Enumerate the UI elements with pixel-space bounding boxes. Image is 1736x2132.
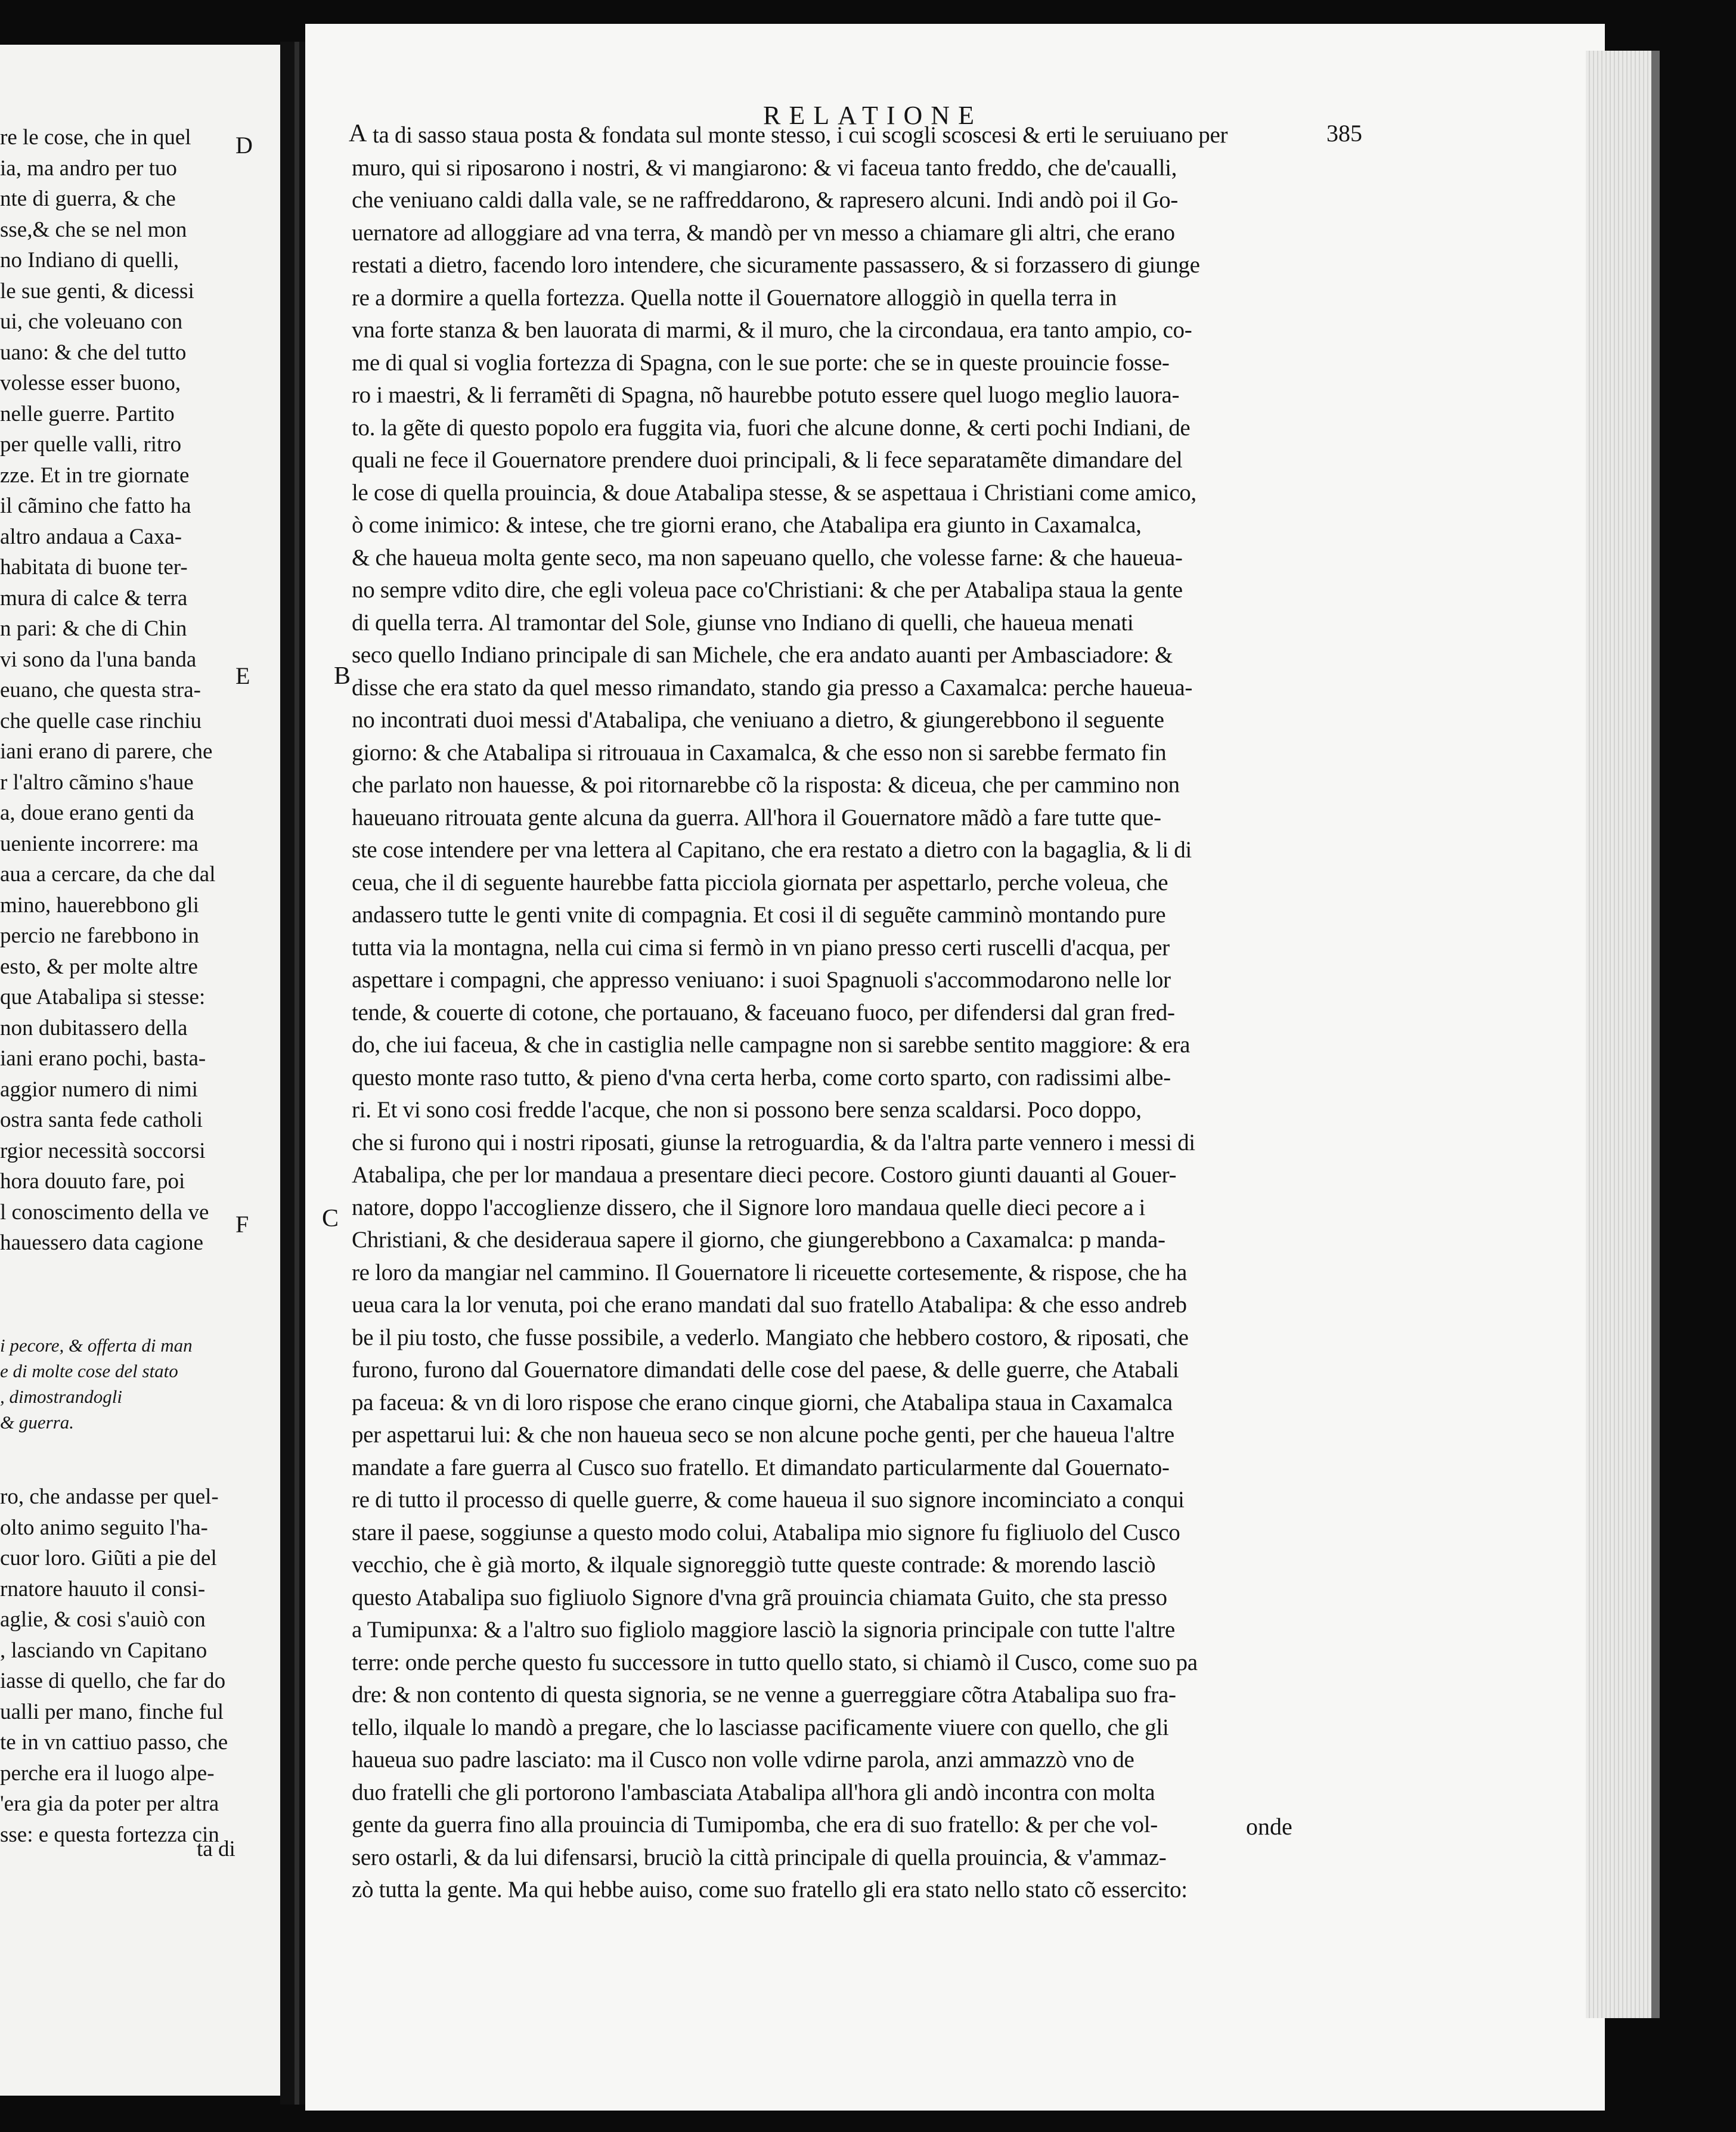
left-text-line: ualli per mano, finche ful xyxy=(0,1699,224,1724)
text-line: no incontrati duoi messi d'Atabalipa, che veniuano a dietro, & giungerebbono il seguente xyxy=(352,707,1164,733)
body-text xyxy=(352,119,1374,1907)
text-line: no sempre vdito dire, che egli voleua pace co'Christiani: & che per Atabalipa staua la gente xyxy=(352,577,1183,603)
text-line: ueua cara la lor venuta, poi che erano mandati dal suo fratello Atabalipa: & che esso andreb xyxy=(352,1292,1187,1318)
text-line: tello, ilquale lo mandò a pregare, che lo lasciasse pacificamente viuere con quello, che gli xyxy=(352,1714,1169,1740)
left-text-line: le sue genti, & dicessi xyxy=(0,278,194,303)
text-line: quali ne fece il Gouernatore prendere duoi principali, & li fece separatamẽte dimandare del xyxy=(352,447,1183,473)
left-text-line: te in vn cattiuo passo, che xyxy=(0,1730,228,1755)
left-text-line: re le cose, che in quel xyxy=(0,125,191,150)
text-line: pa faceua: & vn di loro rispose che erano cinque giorni, che Atabalipa staua in Caxamalca xyxy=(352,1389,1173,1415)
left-text-line: non dubitassero della xyxy=(0,1015,188,1040)
text-line: ste cose intendere per vna lettera al Capitano, che era restato a dietro con la bagaglia, & li di xyxy=(352,837,1192,863)
text-line: duo fratelli che gli portorono l'ambasciata Atabalipa all'hora gli andò incontra con molta xyxy=(352,1779,1155,1805)
left-note-line: e di molte cose del stato xyxy=(0,1361,178,1381)
text-line: do, che iui faceua, & che in castiglia nelle campagne non si sarebbe sentito maggiore: & era xyxy=(352,1032,1191,1058)
left-text-line: olto animo seguito l'ha- xyxy=(0,1515,208,1540)
text-line: restati a dietro, facendo loro intendere, che sicuramente passassero, & si forzassero di giunge xyxy=(352,252,1200,278)
left-text-line: vi sono da l'una banda xyxy=(0,647,197,672)
text-line: stare il paese, soggiunse a questo modo colui, Atabalipa mio signore fu figliuolo del Cusco xyxy=(352,1519,1180,1545)
left-page xyxy=(0,45,280,2096)
book-binding xyxy=(280,42,305,2105)
left-text-line: l conoscimento della ve xyxy=(0,1200,209,1225)
left-text-line: a, doue erano genti da xyxy=(0,801,194,825)
text-line: be il piu tosto, che fusse possibile, a vederlo. Mangiato che hebbero costoro, & riposati, che xyxy=(352,1324,1189,1350)
text-line: tutta via la montagna, nella cui cima si fermò in vn piano presso certi ruscelli d'acqua, per xyxy=(352,934,1170,960)
left-text-line: iasse di quello, che far do xyxy=(0,1669,226,1693)
text-line: terre: onde perche questo fu successore in tutto quello stato, si chiamò il Cusco, come suo pa xyxy=(352,1649,1198,1675)
text-line: questo monte raso tutto, & pieno d'vna certa herba, come corto sparto, con radissimi albe- xyxy=(352,1064,1171,1090)
text-line: andassero tutte le genti vnite di compagnia. Et cosi il di seguẽte camminò montando pure xyxy=(352,902,1166,928)
text-line: re a dormire a quella fortezza. Quella notte il Gouernatore alloggiò in quella terra in xyxy=(352,284,1117,311)
text-line: re di tutto il processo di quelle guerre, & come haueua il suo signore incominciato a conqui xyxy=(352,1487,1185,1513)
left-text-line: ui, che voleuano con xyxy=(0,309,183,334)
text-line: ri. Et vi sono cosi fredde l'acque, che non si possono bere senza scaldarsi. Poco doppo, xyxy=(352,1097,1142,1123)
text-line: che parlato non hauesse, & poi ritornarebbe cõ la risposta: & diceua, che per cammino non xyxy=(352,772,1180,798)
text-line: gente da guerra fino alla prouincia di Tumipomba, che era di suo fratello: & per che vol- xyxy=(352,1812,1158,1837)
text-line: dre: & non contento di questa signoria, se ne venne a guerreggiare cõtra Atabalipa suo fra- xyxy=(352,1682,1176,1708)
left-text-line: che quelle case rinchiu xyxy=(0,708,202,733)
text-line: & che haueua molta gente seco, ma non sapeuano quello, che volesse farne: & che haueua- xyxy=(352,544,1183,571)
left-text-block-top xyxy=(0,122,262,1259)
left-text-line: , lasciando vn Capitano xyxy=(0,1638,207,1663)
text-line: ro i maestri, & li ferramẽti di Spagna, nõ haurebbe potuto essere quel luogo meglio lauora- xyxy=(352,382,1180,408)
left-text-line: sse,& che se nel mon xyxy=(0,217,187,242)
left-text-line: nelle guerre. Partito xyxy=(0,401,175,426)
left-text-line: aglie, & cosi s'auiò con xyxy=(0,1607,206,1632)
left-text-line: per quelle valli, ritro xyxy=(0,432,182,457)
left-margin-letter-d: D xyxy=(235,132,253,159)
text-line: ceua, che il di seguente haurebbe fatta picciola giornata per aspettarlo, perche voleua, che xyxy=(352,869,1168,895)
text-line: vna forte stanza & ben lauorata di marmi, & il muro, che la circondaua, era tanto ampio, co- xyxy=(352,317,1192,343)
text-line: haueua suo padre lasciato: ma il Cusco non volle vdirne parola, anzi ammazzò vno de xyxy=(352,1747,1134,1772)
left-text-line: altro andaua a Caxa- xyxy=(0,524,182,549)
binding-edge xyxy=(294,42,299,2105)
text-line: me di qual si voglia fortezza di Spagna, con le sue porte: che se in queste prouincie fosse- xyxy=(352,349,1170,376)
left-text-line: mino, hauerebbono gli xyxy=(0,893,199,918)
text-line: le cose di quella prouincia, & doue Atabalipa stesse, & se aspettaua i Christiani come amico, xyxy=(352,479,1196,506)
left-text-block-bottom xyxy=(0,1482,262,1850)
text-line: muro, qui si riposarono i nostri, & vi mangiarono: & vi faceua tanto freddo, che de'caualli, xyxy=(352,154,1177,181)
left-text-line: euano, che questa stra- xyxy=(0,678,201,702)
left-text-line: no Indiano di quelli, xyxy=(0,248,179,272)
text-line: mandate a fare guerra al Cusco suo fratello. Et dimandato particularmente dal Gouernato- xyxy=(352,1454,1170,1480)
left-text-line: ostra santa fede catholi xyxy=(0,1108,203,1132)
text-line: di quella terra. Al tramontar del Sole, giunse vno Indiano di quelli, che haueua menati xyxy=(352,609,1134,636)
margin-letter-a: A xyxy=(349,120,367,147)
left-text-line: esto, & per molte altre xyxy=(0,954,198,979)
text-line: ta di sasso staua posta & fondata sul monte stesso, i cui scogli scoscesi & erti le seruiuano per xyxy=(373,122,1228,148)
left-margin-letter-f: F xyxy=(235,1211,249,1238)
left-text-line: zze. Et in tre giornate xyxy=(0,463,190,488)
text-line: ò come inimico: & intese, che tre giorni erano, che Atabalipa era giunto in Caxamalca, xyxy=(352,512,1142,538)
text-line: questo Atabalipa suo figliuolo Signore d'vna grã prouincia chiamata Guito, che sta presso xyxy=(352,1584,1167,1610)
left-text-line: il cãmino che fatto ha xyxy=(0,494,191,518)
left-text-line: que Atabalipa si stesse: xyxy=(0,985,206,1009)
left-text-line: aua a cercare, da che dal xyxy=(0,862,216,887)
left-text-line: ia, ma andro per tuo xyxy=(0,156,177,181)
left-text-line: aggior numero di nimi xyxy=(0,1077,198,1102)
left-text-line: 'era gia da poter per altra xyxy=(0,1792,219,1816)
left-note-line: & guerra. xyxy=(0,1412,74,1433)
page-number: 385 xyxy=(1326,120,1362,147)
text-line: to. la gẽte di questo popolo era fuggita via, fuori che alcune donne, & certi pochi Indiani, de xyxy=(352,414,1191,441)
left-text-line: ro, che andasse per quel- xyxy=(0,1485,219,1509)
text-line: che veniuano caldi dalla vale, se ne raffreddarono, & rapresero alcuni. Indi andò poi il Go- xyxy=(352,187,1178,213)
left-text-line: mura di calce & terra xyxy=(0,585,188,611)
text-line: giorno: & che Atabalipa si ritrouaua in Caxamalca, & che esso non si sarebbe fermato fin xyxy=(352,739,1167,766)
text-line: aspettare i compagni, che appresso veniuano: i suoi Spagnuoli s'accommodarono nelle lor xyxy=(352,967,1171,993)
left-text-line: perche era il luogo alpe- xyxy=(0,1761,215,1786)
left-catchword: ta di xyxy=(197,1837,235,1861)
text-line: che si furono qui i nostri riposati, giunse la retroguardia, & da l'altra parte vennero i messi di xyxy=(352,1129,1195,1155)
left-text-line: nte di guerra, & che xyxy=(0,187,176,211)
text-line: a Tumipunxa: & a l'altro suo figliolo maggiore lasciò la signoria principale con tutte l'altre xyxy=(352,1617,1175,1643)
left-text-line: cuor loro. Giũti a pie del xyxy=(0,1546,217,1570)
left-text-line: iani erano pochi, basta- xyxy=(0,1046,206,1071)
text-line: haueuano ritrouata gente alcuna da guerra. All'hora il Gouernatore mãdò a fare tutte que- xyxy=(352,804,1161,831)
left-note-line: , dimostrandogli xyxy=(0,1386,122,1407)
left-margin-letter-e: E xyxy=(235,662,250,689)
left-text-line: sse: e questa fortezza cin xyxy=(0,1822,219,1847)
left-text-line: r l'altro cãmino s'haue xyxy=(0,770,194,795)
text-line: per aspettarui lui: & che non haueua seco se non alcune poche genti, per che haueua l'altre xyxy=(352,1422,1174,1448)
left-note-line: i pecore, & offerta di man xyxy=(0,1335,193,1356)
left-text-line: percio ne farebbono in xyxy=(0,924,199,948)
left-text-line: uano: & che del tutto xyxy=(0,340,187,365)
text-line: tende, & couerte di cotone, che portauano, & faceuano fuoco, per difendersi dal gran fred- xyxy=(352,999,1175,1025)
text-line: disse che era stato da quel messo rimandato, stando gia presso a Caxamalca: perche haueua- xyxy=(352,674,1193,701)
catchword: onde xyxy=(1246,1813,1292,1840)
left-text-line: volesse esser buono, xyxy=(0,371,181,395)
margin-letter-b: B xyxy=(334,662,351,690)
text-line: uernatore ad alloggiare ad vna terra, & mandò per vn messo a chiamare gli altri, che erano xyxy=(352,219,1175,246)
left-text-line: rgior necessità soccorsi xyxy=(0,1138,206,1163)
left-text-line: hora douuto fare, poi xyxy=(0,1169,185,1194)
margin-letter-c: C xyxy=(322,1205,339,1232)
text-line: Atabalipa, che per lor mandaua a presentare dieci pecore. Costoro giunti dauanti al Gouer- xyxy=(352,1162,1177,1188)
text-line: re loro da mangiar nel cammino. Il Gouernatore li riceuette cortesemente, & rispose, che ha xyxy=(352,1259,1188,1285)
left-text-line: ueniente incorrere: ma xyxy=(0,831,199,856)
page-edges xyxy=(1586,51,1651,2018)
text-line: sero ostarli, & da lui difensarsi, bruciò la città principale di quella prouincia, & v'ammaz- xyxy=(352,1844,1167,1870)
left-text-line: hauessero data cagione xyxy=(0,1231,204,1255)
left-text-line: rnatore hauuto il consi- xyxy=(0,1576,206,1601)
running-head: RELATIONE xyxy=(763,101,982,130)
text-line: vecchio, che è già morto, & ilquale signoreggiò tutte queste contrade: & morendo lasciò xyxy=(352,1552,1156,1578)
left-text-line: iani erano di parere, che xyxy=(0,739,213,764)
page-edge-shadow xyxy=(1651,51,1660,2018)
text-line: zò tutta la gente. Ma qui hebbe auiso, come suo fratello gli era stato nello stato cõ essercito: xyxy=(352,1877,1188,1902)
text-line: Christiani, & che desideraua sapere il giorno, che giungerebbono a Caxamalca: p manda- xyxy=(352,1227,1165,1253)
left-text-line: habitata di buone ter- xyxy=(0,555,188,580)
text-line: furono, furono dal Gouernatore dimandati delle cose del paese, & delle guerre, che Atabali xyxy=(352,1357,1179,1383)
text-line: natore, doppo l'accoglienze dissero, che il Signore loro mandaua quelle dieci pecore a i xyxy=(352,1194,1146,1220)
text-line: seco quello Indiano principale di san Michele, che era andato auanti per Ambasciadore: & xyxy=(352,642,1173,668)
left-margin-note xyxy=(0,1332,262,1435)
left-text-line: n pari: & che di Chin xyxy=(0,616,187,641)
